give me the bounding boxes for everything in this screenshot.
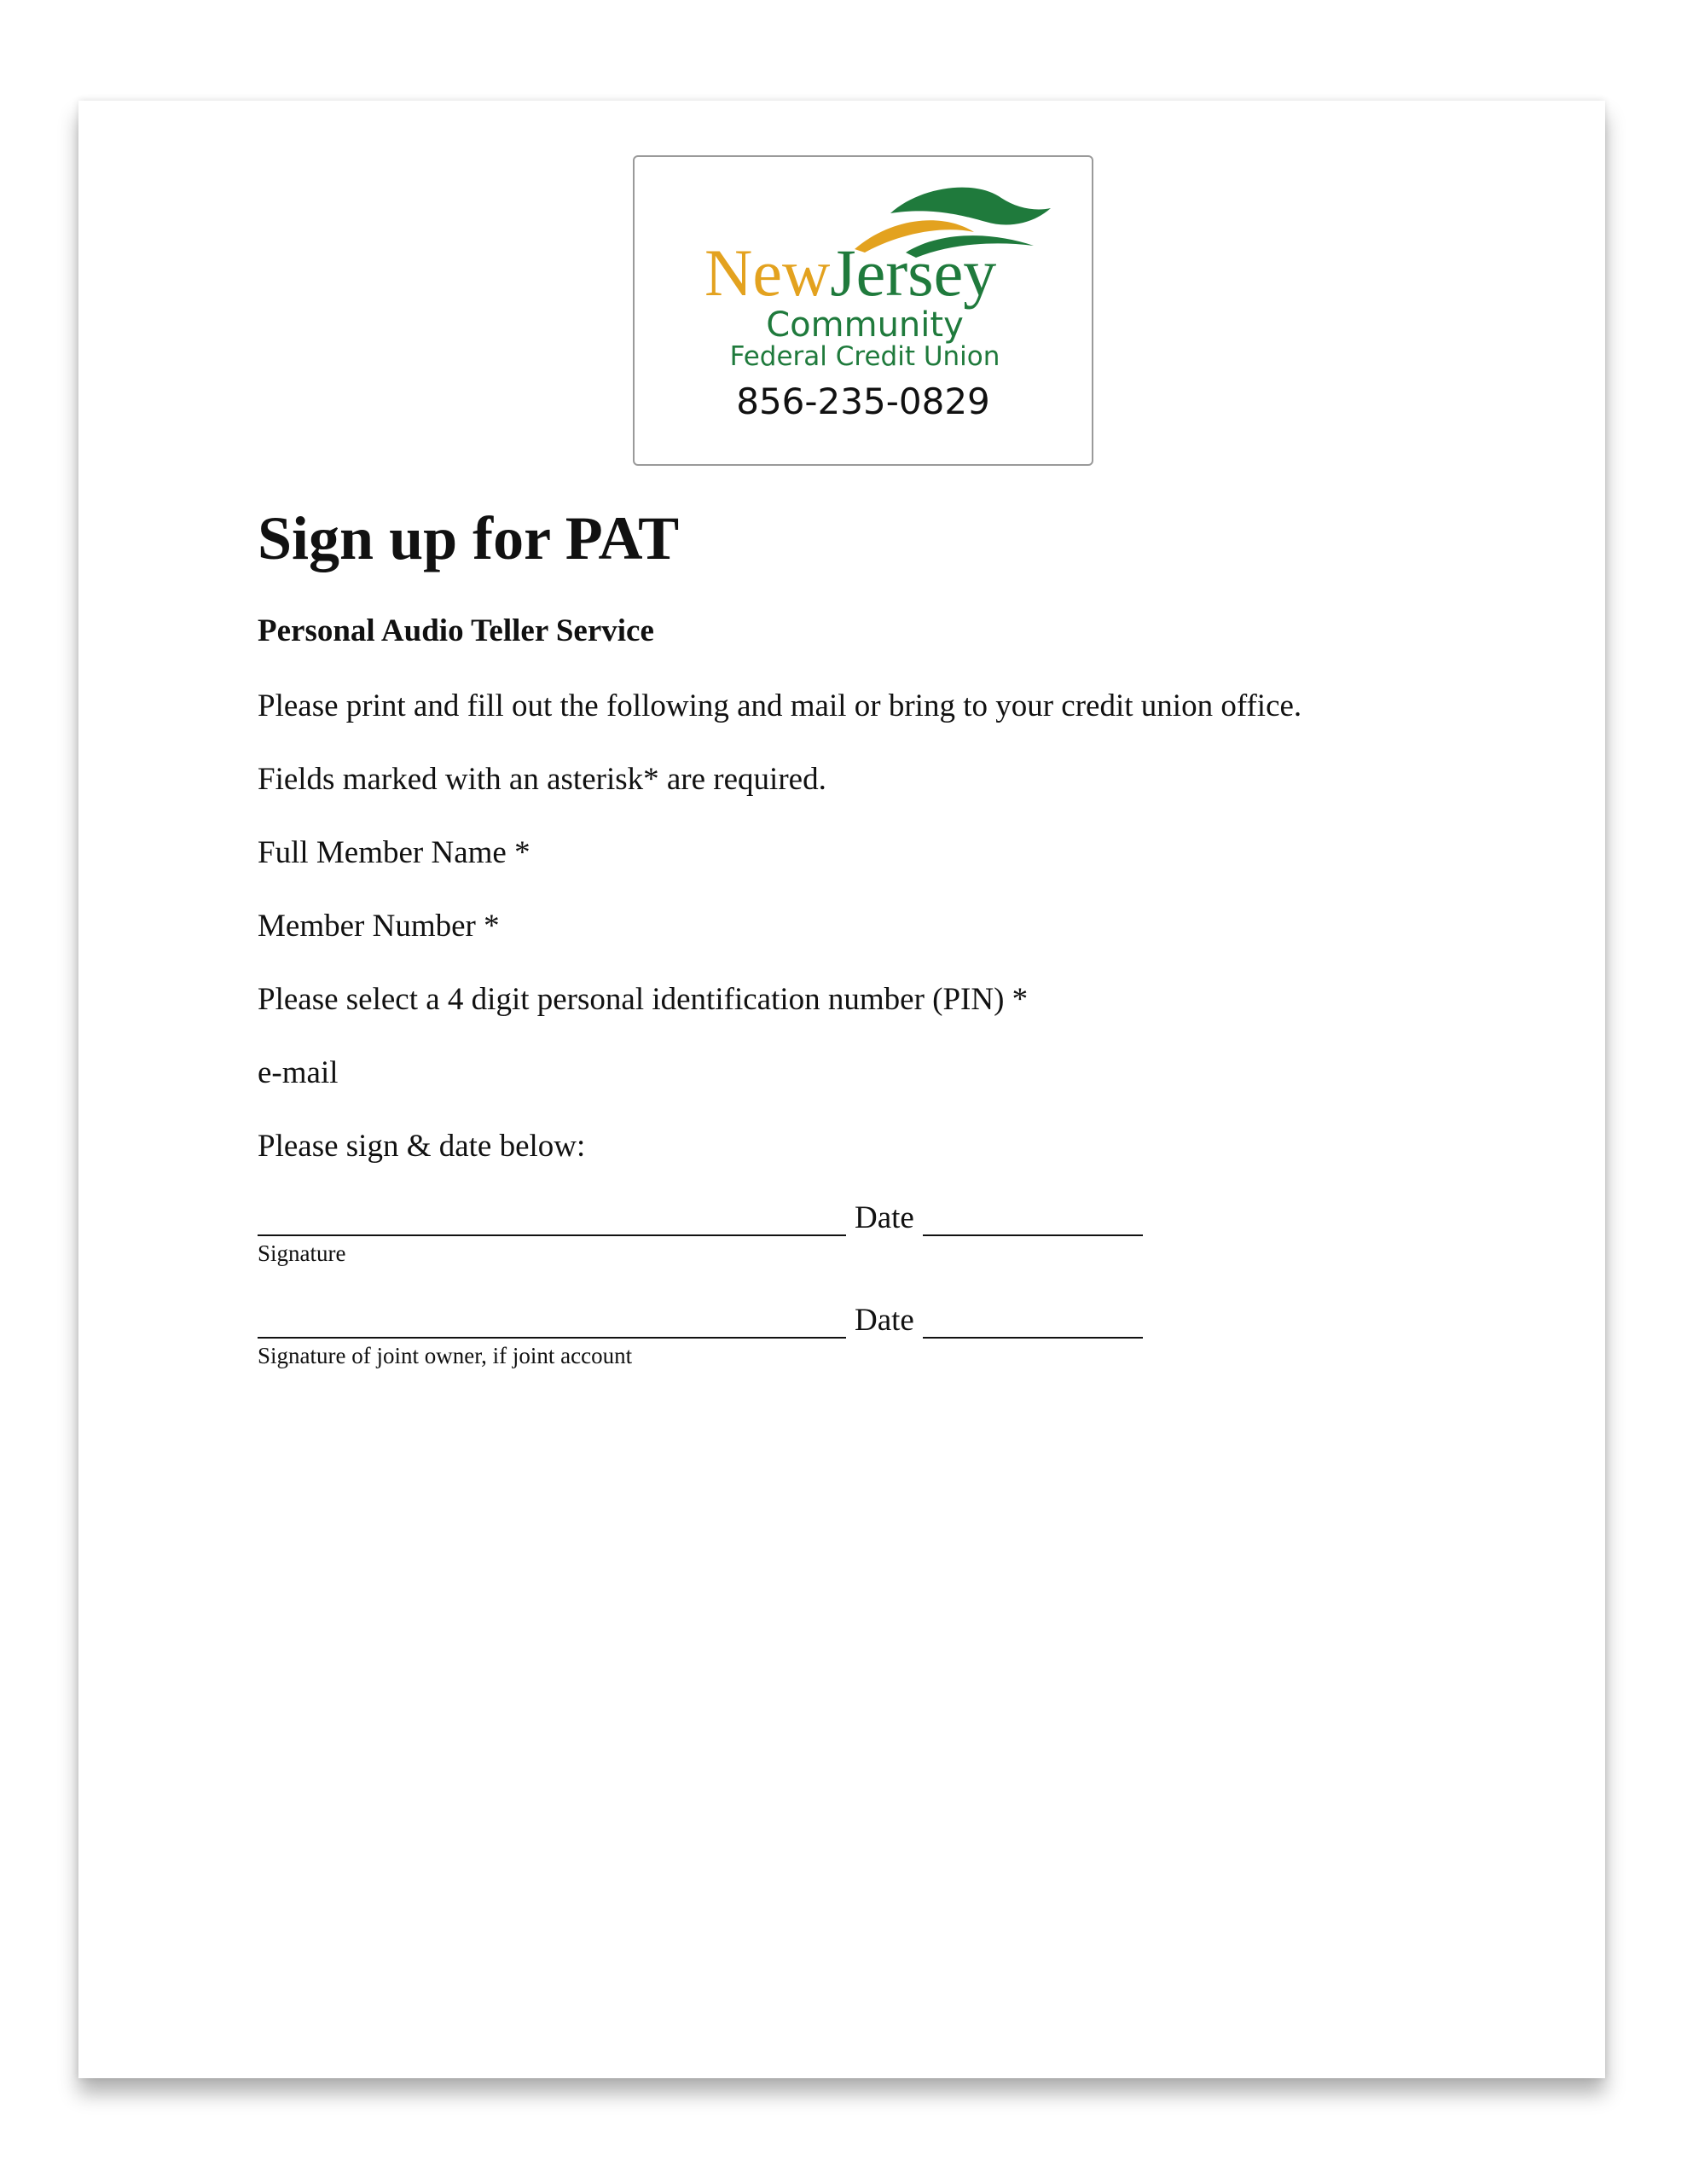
page-title: Sign up for PAT [258,504,680,572]
signature-caption: Signature [258,1240,346,1266]
field-full-member-name: Full Member Name * [258,835,530,870]
signature-row-joint [258,1302,1143,1339]
joint-date-line [923,1311,1143,1339]
joint-date-label: Date [855,1303,914,1338]
signature-row-primary [258,1199,1143,1236]
field-email: e-mail [258,1055,339,1090]
field-member-number: Member Number * [258,909,500,944]
document-page [78,101,1605,2078]
logo-wordmark [704,235,996,310]
logo-new-text: New [704,235,831,310]
green-leaf-icon [890,188,1051,225]
phone-number: 856-235-0829 [736,380,990,422]
intro-text: Please print and fill out the following and mail or bring to your credit union office. [258,688,1302,723]
signature-line [258,1209,846,1236]
date-line [923,1209,1143,1236]
joint-signature-line [258,1311,846,1339]
sign-prompt: Please sign & date below: [258,1129,586,1164]
date-label: Date [855,1200,914,1235]
required-note: Fields marked with an asterisk* are required. [258,762,826,797]
logo-jersey-text: Jersey [830,235,997,310]
logo-fcu-text: Federal Credit Union [729,341,1000,372]
joint-signature-caption: Signature of joint owner, if joint account [258,1343,633,1368]
field-pin: Please select a 4 digit personal identification number (PIN) * [258,982,1029,1017]
credit-union-logo [635,157,1092,379]
logo-community-text: Community [766,305,964,345]
logo-card [633,155,1093,466]
page-subtitle: Personal Audio Teller Service [258,613,654,648]
